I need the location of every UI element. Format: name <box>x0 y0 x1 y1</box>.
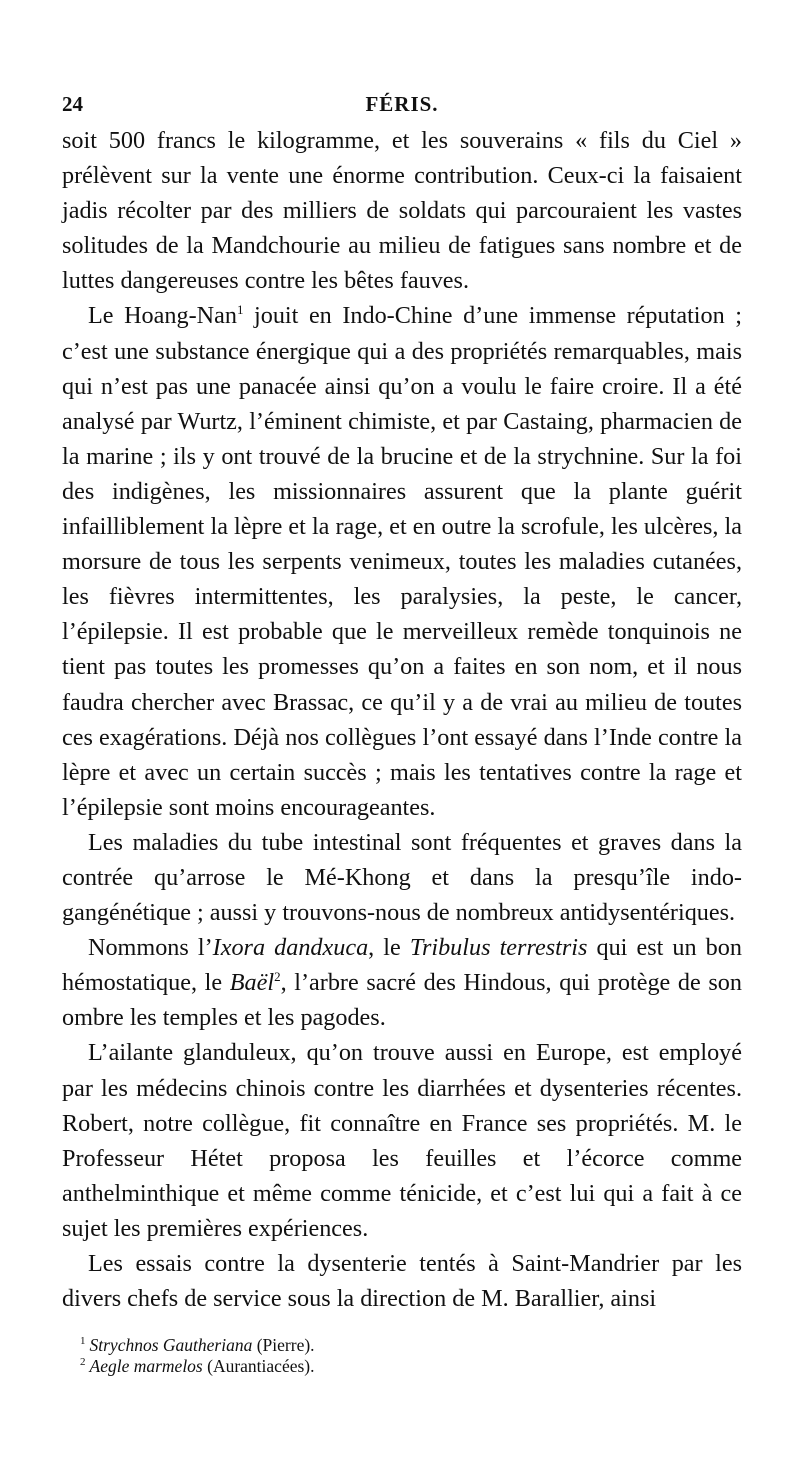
text-run: Les essais contre la dysenterie tentés à Saint-Mandrier par les divers chefs de service sous la direction de M. Barallier, ainsi <box>62 1250 742 1313</box>
paragraph <box>62 123 742 298</box>
footnote-marker: 1 <box>80 1335 86 1348</box>
paragraph <box>62 1246 742 1316</box>
paragraph <box>62 1035 742 1246</box>
footnote-species: Strychnos Gautheriana <box>89 1335 253 1355</box>
text-run: soit 500 francs le kilogramme, et les souverains « fils du Ciel » prélèvent sur la vente une énorme contribution. Ceux-ci la faisaient jadis récolter par des milliers de soldats qui parcouraient les vastes solitudes de la Mandchourie au milieu de fatigues sans nombre et de luttes dangereuses contre les bêtes fauves. <box>62 127 742 295</box>
text-run: , l’arbre sacré des Hindous, qui protège de son ombre les temples et les pagodes. <box>62 969 742 1032</box>
text-run: Nommons l’ <box>88 934 213 962</box>
page-number: 24 <box>62 92 83 116</box>
footnote-note: (Pierre). <box>256 1335 315 1355</box>
footnote <box>80 1356 742 1377</box>
text-run: Le Hoang-Nan <box>88 302 237 330</box>
text-run: , le <box>368 934 410 962</box>
paragraph <box>62 930 742 1035</box>
running-head: FÉRIS. <box>365 92 439 116</box>
text-run: Les maladies du tube intestinal sont fréquentes et graves dans la contrée qu’arrose le Mé-Khong et dans la presqu’île indo-gangénétique ; aussi y trouvons-nous de nombreux antidysentériques. <box>62 828 742 927</box>
footnote-reference: 2 <box>274 969 281 985</box>
footnote-species: Aegle marmelos <box>89 1356 203 1376</box>
footnote-reference: 1 <box>236 302 244 318</box>
text-run: L’ailante glanduleux, qu’on trouve aussi en Europe, est employé par les médecins chinois contre les diarrhées et dysenteries récentes. Robert, notre collègue, fit connaître en France ses propriétés. M. le Professeur Hétet proposa les feuilles et l’écorce comme anthelminthique et même comme ténicide, et c’est lui qui a fait à ce sujet les premières expériences. <box>62 1039 742 1242</box>
footnote <box>80 1335 742 1356</box>
paragraph <box>62 298 742 824</box>
italic-term: Ixora dandxuca <box>212 934 369 962</box>
footnote-note: (Aurantiacées). <box>207 1356 315 1376</box>
text-run: jouit en Indo-Chine d’une immense réputation ; c’est une substance énergique qui a des propriétés remarquables, mais qui n’est pas une panacée ainsi qu’on a voulu le faire croire. Il a été analysé par Wurtz, l’éminent chimiste, et par Castaing, pharmacien de la marine ; ils y ont trouvé de la brucine et de la strychnine. Sur la foi des indigènes, les missionnaires assurent que la plante guérit infailliblement la lèpre et la rage, et en outre la scrofule, les ulcères, la morsure de tous les serpents venimeux, toutes les maladies cutanées, les fièvres intermittentes, les paralysies, la peste, le cancer, l’épilepsie. Il est probable que le merveilleux remède tonquinois ne tient pas toutes les promesses qu’on a faites en son nom, et il nous faudra chercher avec Brassac, ce qu’il y a de vrai au milieu de toutes ces exagérations. Déjà nos collègues l’ont essayé dans l’Inde contre la lèpre et avec un certain succès ; mais les tentatives contre la rage et l’épilepsie sont moins encourageantes. <box>62 302 742 821</box>
paragraph <box>62 825 742 930</box>
footnotes <box>62 1335 742 1377</box>
italic-term: Baël <box>229 969 275 997</box>
italic-term: Tribulus terrestris <box>409 934 588 962</box>
footnote-marker: 2 <box>80 1356 86 1369</box>
body-text <box>62 123 742 1316</box>
page-header <box>62 92 742 122</box>
text-run: qui est un bon hémostatique, le <box>62 934 742 997</box>
